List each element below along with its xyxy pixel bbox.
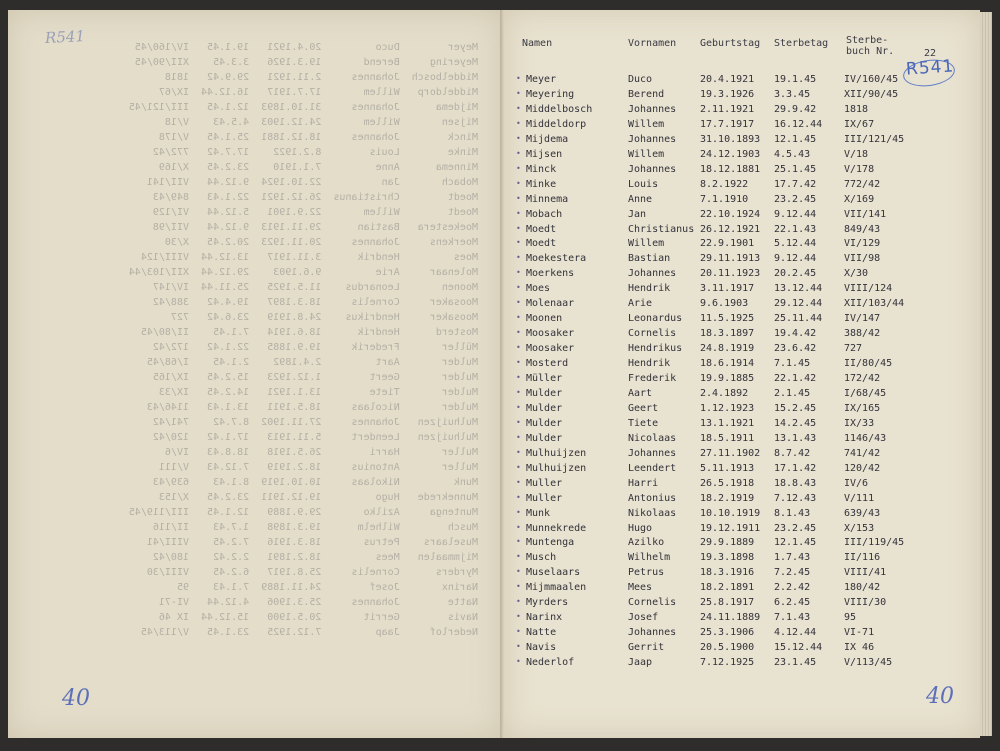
register-number: VI/129 (844, 238, 881, 250)
row-mark: • (516, 133, 521, 143)
stamp: R541 (905, 56, 955, 80)
surname: Munk (526, 507, 551, 519)
first-name: Bastian (628, 253, 671, 265)
surname: Navis (526, 642, 557, 654)
register-number: 772/42 (844, 178, 881, 190)
row-mark: • (516, 462, 521, 472)
death-date: 7.2.45 (774, 567, 811, 579)
register-number: V/18 (844, 148, 869, 160)
register-number: II/116 (844, 552, 881, 564)
first-name: Hendrik (628, 283, 671, 295)
death-date: 23.2.45 (774, 522, 817, 534)
first-name: Nikolaas (628, 507, 677, 519)
death-date: 23.1.45 (774, 657, 817, 669)
surname: Muselaars (526, 567, 581, 579)
row-mark: • (516, 343, 521, 353)
row-mark: • (516, 567, 521, 577)
surname: Meyer (526, 74, 557, 85)
first-name: Antonius (628, 492, 677, 504)
row-mark: • (516, 537, 521, 547)
first-name: Cornelis (628, 328, 677, 340)
row-mark: • (516, 88, 521, 98)
row-mark: • (516, 208, 521, 218)
row-mark: • (516, 178, 521, 188)
row-mark: • (516, 657, 521, 667)
birth-date: 10.10.1919 (700, 507, 761, 519)
first-name: Leonardus (628, 313, 683, 325)
surname: Nederlof (526, 657, 575, 669)
death-date: 20.2.45 (774, 268, 817, 280)
row-mark: • (516, 522, 521, 532)
birth-date: 18.6.1914 (700, 358, 755, 370)
birth-date: 7.1.1910 (700, 193, 749, 205)
first-name: Hendrikus (628, 343, 683, 355)
birth-date: 24.11.1889 (700, 612, 761, 624)
row-mark: • (516, 238, 521, 248)
surname: Mulder (526, 402, 563, 414)
row-mark: • (516, 417, 521, 427)
birth-date: 29.11.1913 (700, 253, 761, 265)
surname: Moekestera (526, 253, 587, 265)
surname: Mijdema (526, 133, 569, 145)
register-number: IV/147 (844, 313, 881, 325)
row-mark: • (516, 103, 521, 113)
row-mark: • (516, 283, 521, 293)
birth-date: 19.12.1911 (700, 522, 761, 534)
surname: Minke (526, 178, 557, 190)
death-date: 6.2.45 (774, 597, 811, 609)
first-name: Willem (628, 238, 665, 250)
surname: Myrders (526, 597, 569, 609)
birth-date: 31.10.1893 (700, 133, 761, 145)
surname: Müller (526, 373, 563, 384)
first-name: Hugo (628, 522, 653, 534)
first-name: Johannes (628, 627, 677, 639)
death-date: 19.1.45 (774, 74, 817, 85)
row-mark: • (516, 387, 521, 397)
birth-date: 8.2.1922 (700, 178, 749, 190)
birth-date: 19.3.1898 (700, 552, 755, 564)
birth-date: 27.11.1902 (700, 447, 761, 459)
surname: Mijmmaalen (526, 582, 587, 594)
death-date: 17.7.42 (774, 178, 817, 190)
register-number: IV/160/45 (844, 74, 899, 85)
death-date: 2.2.42 (774, 582, 811, 594)
row-mark: • (516, 492, 521, 502)
register-number: VI-71 (844, 627, 875, 639)
row-mark: • (516, 582, 521, 592)
register-number: V/178 (844, 163, 875, 175)
birth-date: 3.11.1917 (700, 283, 755, 295)
first-name: Cornelis (628, 597, 677, 609)
register-number: 1818 (844, 103, 869, 115)
header-name: Namen (522, 38, 553, 49)
death-date: 14.2.45 (774, 417, 817, 429)
handwritten-page-mark-right: 40 (926, 684, 954, 709)
row-mark: • (516, 118, 521, 128)
birth-date: 24.8.1919 (700, 343, 755, 355)
death-date: 16.12.44 (774, 118, 823, 130)
birth-date: 2.11.1921 (700, 103, 755, 115)
row-mark: • (516, 642, 521, 652)
register-number: 180/42 (844, 582, 881, 594)
death-date: 13.1.43 (774, 432, 817, 444)
birth-date: 26.12.1921 (700, 223, 761, 235)
birth-date: 2.4.1892 (700, 387, 749, 399)
first-name: Louis (628, 178, 659, 190)
death-date: 5.12.44 (774, 238, 817, 250)
birth-date: 20.4.1921 (700, 74, 755, 85)
register-number: III/121/45 (844, 133, 905, 145)
first-name: Johannes (628, 268, 677, 280)
surname: Muller (526, 477, 563, 489)
surname: Moosaker (526, 343, 575, 355)
pencil-note: R541 (44, 26, 86, 48)
register-number: X/30 (844, 268, 869, 280)
register-number: IX/33 (844, 417, 875, 429)
row-mark: • (516, 253, 521, 263)
first-name: Christianus (628, 223, 695, 235)
row-mark: • (516, 193, 521, 203)
row-mark: • (516, 313, 521, 323)
surname: Muntenga (526, 537, 575, 549)
first-name: Azilko (628, 537, 665, 549)
birth-date: 25.8.1917 (700, 597, 755, 609)
birth-date: 17.7.1917 (700, 118, 755, 130)
surname: Mulhuijzen (526, 447, 587, 459)
register-number: VIII/124 (844, 283, 893, 295)
birth-date: 5.11.1913 (700, 462, 755, 474)
register-number: 1146/43 (844, 432, 887, 444)
birth-date: 7.12.1925 (700, 657, 755, 669)
first-name: Geert (628, 402, 659, 414)
row-mark: • (516, 432, 521, 442)
death-date: 12.1.45 (774, 133, 817, 145)
register-number: 727 (844, 343, 863, 355)
death-date: 29.9.42 (774, 103, 817, 115)
death-date: 22.1.43 (774, 223, 817, 235)
register-number: IV/6 (844, 477, 869, 489)
death-date: 15.2.45 (774, 402, 817, 414)
surname: Moedt (526, 223, 557, 235)
death-date: 9.12.44 (774, 208, 817, 220)
birth-date: 18.12.1881 (700, 163, 761, 175)
first-name: Arie (628, 298, 653, 310)
register-number: V/111 (844, 492, 875, 504)
birth-date: 24.12.1903 (700, 148, 761, 160)
birth-date: 1.12.1923 (700, 402, 755, 414)
death-date: 12.1.45 (774, 537, 817, 549)
birth-date: 18.2.1891 (700, 582, 755, 594)
first-name: Jan (628, 208, 647, 220)
row-mark: • (516, 627, 521, 637)
header-register-line2: buch Nr. (846, 46, 895, 57)
death-date: 3.3.45 (774, 88, 811, 100)
row-mark: • (516, 223, 521, 233)
register-number: I/68/45 (844, 387, 887, 399)
register-number: VIII/41 (844, 567, 887, 579)
register-number: 849/43 (844, 223, 881, 235)
death-date: 29.12.44 (774, 298, 823, 310)
death-date: 8.7.42 (774, 447, 811, 459)
death-date: 18.8.43 (774, 477, 817, 489)
row-mark: • (516, 612, 521, 622)
surname: Mulhuijzen (526, 462, 587, 474)
first-name: Leendert (628, 462, 677, 474)
death-date: 8.1.43 (774, 507, 811, 519)
register-number: XII/90/45 (844, 88, 899, 100)
page-number: 22 (924, 48, 937, 59)
row-mark: • (516, 447, 521, 457)
header-birth: Geburtstag (700, 38, 761, 49)
first-name: Jaap (628, 657, 653, 669)
first-name: Willem (628, 118, 665, 130)
row-mark: • (516, 74, 521, 83)
register-number: 741/42 (844, 447, 881, 459)
register-number: 95 (844, 612, 857, 624)
first-name: Harri (628, 477, 659, 489)
register-number: X/169 (844, 193, 875, 205)
surname: Middeldorp (526, 118, 587, 130)
row-mark: • (516, 268, 521, 278)
death-date: 19.4.42 (774, 328, 817, 340)
surname: Natte (526, 627, 557, 639)
handwritten-page-mark-left: 40 (62, 686, 90, 711)
death-date: 13.12.44 (774, 283, 823, 295)
death-date: 2.1.45 (774, 387, 811, 399)
first-name: Nicolaas (628, 432, 677, 444)
birth-date: 9.6.1903 (700, 298, 749, 310)
death-date: 1.7.43 (774, 552, 811, 564)
birth-date: 26.5.1918 (700, 477, 755, 489)
first-name: Willem (628, 148, 665, 160)
first-name: Frederik (628, 373, 677, 384)
birth-date: 25.3.1906 (700, 627, 755, 639)
surname: Munnekrede (526, 522, 587, 534)
first-name: Hendrik (628, 358, 671, 370)
first-name: Josef (628, 612, 659, 624)
birth-date: 20.5.1900 (700, 642, 755, 654)
surname: Molenaar (526, 298, 575, 310)
surname: Musch (526, 552, 557, 564)
row-mark: • (516, 148, 521, 158)
surname: Mulder (526, 417, 563, 429)
birth-date: 19.9.1885 (700, 373, 755, 384)
register-number: 172/42 (844, 373, 881, 384)
surname: Minnema (526, 193, 569, 205)
first-name: Anne (628, 193, 653, 205)
death-date: 15.12.44 (774, 642, 823, 654)
death-date: 9.12.44 (774, 253, 817, 265)
surname: Mosterd (526, 358, 569, 370)
register-number: 120/42 (844, 462, 881, 474)
death-date: 4.12.44 (774, 627, 817, 639)
register-number: III/119/45 (844, 537, 905, 549)
first-name: Johannes (628, 447, 677, 459)
birth-date: 18.2.1919 (700, 492, 755, 504)
first-name: Johannes (628, 163, 677, 175)
surname: Narinx (526, 612, 563, 624)
header-register-line1: Sterbe- (846, 35, 889, 46)
first-name: Wilhelm (628, 552, 671, 564)
surname: Moes (526, 283, 551, 295)
register-number: X/153 (844, 522, 875, 534)
register-number: 639/43 (844, 507, 881, 519)
death-date: 17.1.42 (774, 462, 817, 474)
surname: Mijsen (526, 148, 563, 160)
header-first-name: Vornamen (628, 38, 677, 49)
register-number: VII/98 (844, 253, 881, 265)
register-number: IX/67 (844, 118, 875, 130)
first-name: Berend (628, 88, 665, 100)
birth-date: 13.1.1921 (700, 417, 755, 429)
death-date: 7.1.45 (774, 358, 811, 370)
first-name: Johannes (628, 103, 677, 115)
register-number: VIII/30 (844, 597, 887, 609)
row-mark: • (516, 328, 521, 338)
register-number: IX/165 (844, 402, 881, 414)
death-date: 23.2.45 (774, 193, 817, 205)
death-date: 22.1.42 (774, 373, 817, 384)
register-number: II/80/45 (844, 358, 893, 370)
birth-date: 18.5.1911 (700, 432, 755, 444)
first-name: Tiete (628, 417, 659, 429)
death-date: 7.1.43 (774, 612, 811, 624)
row-mark: • (516, 373, 521, 382)
birth-date: 29.9.1889 (700, 537, 755, 549)
surname: Meyering (526, 88, 575, 100)
birth-date: 22.9.1901 (700, 238, 755, 250)
first-name: Johannes (628, 133, 677, 145)
row-mark: • (516, 597, 521, 607)
death-date: 23.6.42 (774, 343, 817, 355)
first-name: Mees (628, 582, 653, 594)
row-mark: • (516, 298, 521, 308)
death-date: 25.1.45 (774, 163, 817, 175)
register-number: VII/141 (844, 208, 887, 220)
birth-date: 22.10.1924 (700, 208, 761, 220)
register-number: XII/103/44 (844, 298, 905, 310)
surname: Moedt (526, 238, 557, 250)
death-date: 7.12.43 (774, 492, 817, 504)
birth-date: 18.3.1916 (700, 567, 755, 579)
row-mark: • (516, 507, 521, 517)
birth-date: 20.11.1923 (700, 268, 761, 280)
surname: Mulder (526, 432, 563, 444)
surname: Moonen (526, 313, 563, 325)
surname: Moosaker (526, 328, 575, 340)
surname: Mobach (526, 208, 563, 220)
birth-date: 11.5.1925 (700, 313, 755, 325)
birth-date: 18.3.1897 (700, 328, 755, 340)
register-number: 388/42 (844, 328, 881, 340)
birth-date: 19.3.1926 (700, 88, 755, 100)
row-mark: • (516, 402, 521, 412)
first-name: Aart (628, 387, 653, 399)
page-edges (980, 12, 992, 736)
first-name: Gerrit (628, 642, 665, 654)
first-name: Duco (628, 74, 653, 85)
first-name: Petrus (628, 567, 665, 579)
row-mark: • (516, 552, 521, 562)
surname: Minck (526, 163, 557, 175)
surname: Mulder (526, 387, 563, 399)
surname: Moerkens (526, 268, 575, 280)
surname: Middelbosch (526, 103, 593, 115)
row-mark: • (516, 163, 521, 173)
row-mark: • (516, 477, 521, 487)
bleed-through-text: Meyer Duco 20.4.1921 19.1.45 IV/160/45 Meyering Berend 19.3.1926 3.3.45 XII/90/45 Middelbosch Johannes 2.11.1921 29.9.42 1818 Middeldorp Willem 17.7.1917 16.12.44 IX/67 Mijdema Johannes 31.10.1893 12.1.45 III/121/45 Mijsen Willem 24.12.1903 4.5.43 V/18 Minck Johannes 18.12.1881 25.1.45 V/178 Minke Louis 8.2.1922 17.7.42 772/42 Minnema Anne 7.1.1910 23.2.45 X/169 Mobach Jan 22.10.1924 9.12.44 VII/141 Moedt Christianus 26.12.1921 22.1.43 849/43 Moedt Willem 22.9.1901 5.12.44 VI/129 Moekestera Bastian 29.11.1913 9.12.44 VII/98 Moerkens Johannes 20.11.1923 20.2.45 X/30 Moes Hendrik 3.11.1917 13.12.44 VIII/124 Molenaar Arie 9.6.1903 29.12.44 XII/103/44 Moonen Leonardus 11.5.1925 25.11.44 IV/147 Moosaker Cornelis 18.3.1897 19.4.42 388/42 Moosaker Hendrikus 24.8.1919 23.6.42 727 Mosterd Hendrik 18.6.1914 7.1.45 II/80/45 Müller Frederik 19.9.1885 22.1.42 172/42 Mulder Aart 2.4.1892 2.1.45 I/68/45 Mulder Geert 1.12.1923 15.2.45 IX/165 Mulder Tiete 13.1.1921 14.2.45 IX/33 Mulder Nicolaas 18.5.1911 13.1.43 1146/43 Mulhuijzen Johannes 27.11.1902 8.7.42 741/42 Mulhuijzen Leendert 5.11.1913 17.1.42 120/42 Muller Harri 26.5.1918 18.8.43 IV/6 Muller Antonius 18.2.1919 7.12.43 V/111 Munk Nikolaas 10.10.1919 8.1.43 639/43 Munnekrede Hugo 19.12.1911 23.2.45 X/153 Muntenga Azilko 29.9.1889 12.1.45 III/119/45 Musch Wilhelm 19.3.1898 1.7.43 II/116 Muselaars Petrus 18.3.1916 7.2.45 VIII/41 Mijmmaalen Mees 18.2.1891 2.2.42 180/42 Myrders Cornelis 25.8.1917 6.2.45 VIII/30 Narinx Josef 24.11.1889 7.1.43 95 Natte Johannes 25.3.1906 4.12.44 VI-71 Navis Gerrit 20.5.1900 15.12.44 IX 46 Nederlof Jaap 7.12.1925 23.1.45 V/113/45 (128, 42, 490, 638)
death-date: 25.11.44 (774, 313, 823, 325)
header-death: Sterbetag (774, 38, 829, 49)
register-number: V/113/45 (844, 657, 893, 669)
surname: Muller (526, 492, 563, 504)
row-mark: • (516, 358, 521, 368)
death-date: 4.5.43 (774, 148, 811, 160)
register-number: IX 46 (844, 642, 875, 654)
